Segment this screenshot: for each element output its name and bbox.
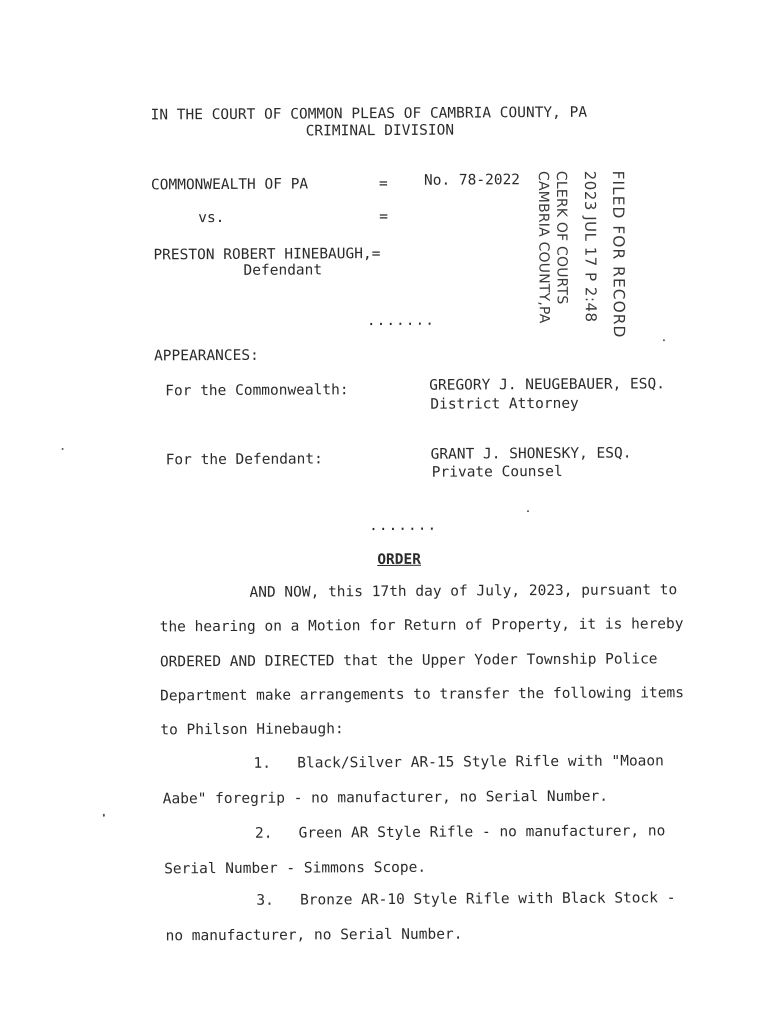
filing-stamp [534,170,644,339]
stamp-date-text: 2023 JUL 17 P 2:48 [580,170,600,323]
item-description-continued: no manufacturer, no Serial Number. [165,926,463,945]
order-paragraph-line: to Philson Hinebaugh: [160,721,344,739]
order-item-1 [253,753,663,772]
item-number: 2. [254,825,273,842]
order-item-3 [256,890,675,909]
order-paragraph-line: Department make arrangements to transfer the following items [160,685,684,705]
docket-number: No. 78-2022 [423,172,521,189]
item-description: Black/Silver AR-15 Style Rifle with "Moaon [297,753,664,772]
scan-speck [527,510,529,512]
order-heading: ORDER [377,551,421,569]
item-description-continued: Serial Number - Simmons Scope. [164,859,427,878]
defense-counsel-label: For the Defendant: [165,451,323,469]
item-description-continued: Aabe" foregrip - no manufacturer, no Serial Number. [162,788,609,808]
commonwealth-counsel-name: GREGORY J. NEUGEBAUER, ESQ. [429,376,665,394]
stamp-filed-text: FILED FOR RECORD [608,170,628,339]
defense-counsel-title: Private Counsel [431,463,563,481]
stamp-clerk-text: CLERK OF COURTS [552,170,570,305]
caption-separator: ....... [366,312,435,330]
order-paragraph-line: the hearing on a Motion for Return of Property, it is hereby [159,616,684,636]
versus-label: vs. [198,209,225,227]
item-number: 1. [253,755,272,772]
appearances-separator: ....... [369,517,438,535]
defendant-label: Defendant [243,262,323,279]
item-number: 3. [256,892,274,909]
caption-equals-2: = [379,208,388,226]
defendant-name: PRESTON ROBERT HINEBAUGH,= [153,246,381,264]
item-description: Green AR Style Rifle - no manufacturer, no [298,823,666,842]
scan-speck [663,339,665,341]
scan-speck [103,814,105,817]
court-division: CRIMINAL DIVISION [305,122,455,140]
scan-speck [62,448,64,450]
item-description: Bronze AR-10 Style Rifle with Black Stock - [299,890,676,909]
order-paragraph-line: AND NOW, this 17th day of July, 2023, pursuant to [249,582,678,601]
order-paragraph-line: ORDERED AND DIRECTED that the Upper Yoder Township Police [159,651,658,671]
order-item-2 [255,823,665,842]
stamp-county-text: CAMBRIA COUNTY,PA [534,170,552,324]
plaintiff-name: COMMONWEALTH OF PA [150,176,309,194]
commonwealth-counsel-label: For the Commonwealth: [165,382,349,400]
commonwealth-counsel-title: District Attorney [430,395,579,413]
court-name: IN THE COURT OF COMMON PLEAS OF CAMBRIA COUNTY, PA [150,104,588,124]
defense-counsel-name: GRANT J. SHONESKY, ESQ. [430,445,632,463]
caption-equals-1: = [378,175,388,193]
appearances-heading: APPEARANCES: [153,347,259,365]
